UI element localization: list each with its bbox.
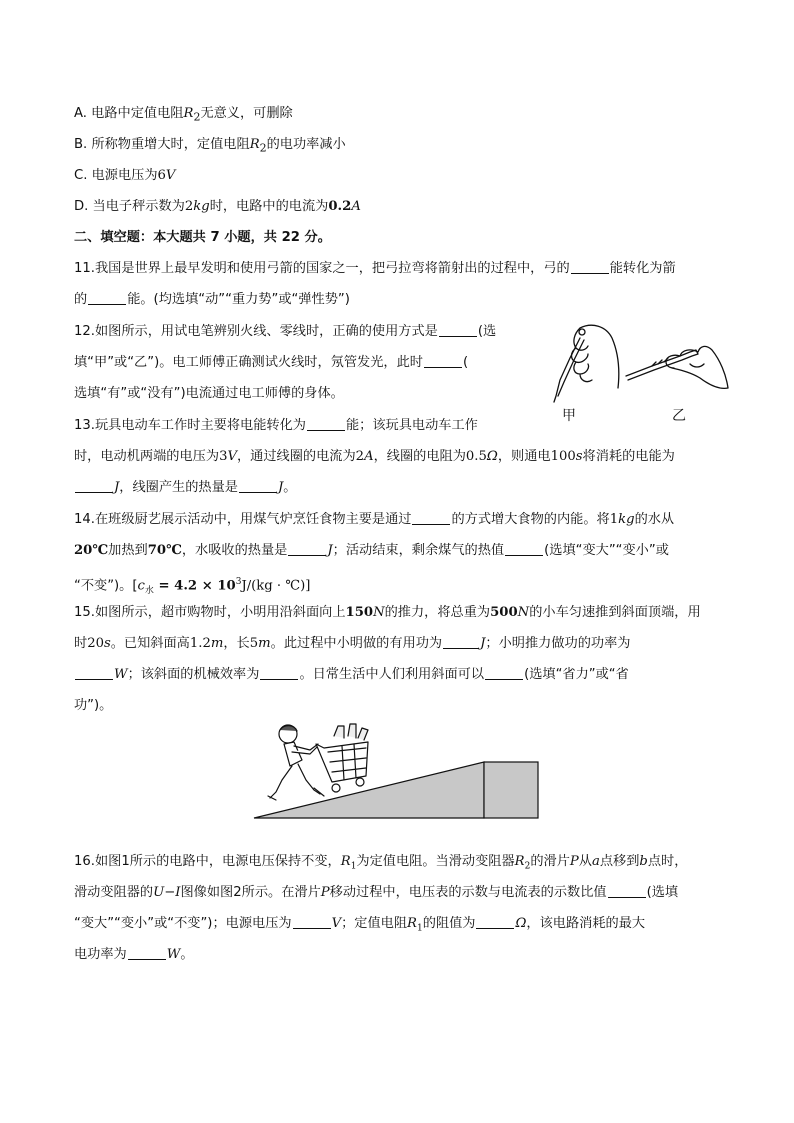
q16-line1: 16.如图1所示的电路中，电源电压保持不变，$R_1$为定值电阻。当滑动变阻器$R_2$的滑片P从a点移到b点时，: [74, 854, 688, 872]
answer-blank[interactable]: [424, 354, 462, 368]
answer-blank[interactable]: [608, 884, 646, 898]
fig-label-yi: 乙: [672, 408, 686, 424]
q15-line3: W；该斜面的机械效率为 。日常生活中人们利用斜面可以 (选填“省力”或“省: [74, 665, 629, 685]
q13-line1: 13.玩具电动车工作时主要将电能转化为 能；该玩具电动车工作: [74, 418, 478, 433]
answer-blank[interactable]: [439, 323, 477, 337]
answer-blank[interactable]: [288, 542, 326, 556]
q16-line4: 电功率为 W。: [74, 947, 194, 962]
q13-line2: 时，电动机两端的电压为3V，通过线圈的电流为2A，线圈的电阻为0.5Ω，则通电100s将消耗的电能为: [74, 449, 675, 464]
answer-blank[interactable]: [260, 666, 298, 680]
answer-blank[interactable]: [75, 479, 113, 493]
q11-line2: 的 能。(均选填“动”“重力势”或“弹性势”): [74, 292, 350, 307]
q12-line1: 12.如图所示，用试电笔辨别火线、零线时，正确的使用方式是 (选: [74, 324, 497, 339]
pen-jia-icon: [554, 338, 584, 402]
answer-blank[interactable]: [75, 666, 113, 680]
q12-line3: 选填“有”或“没有”)电流通过电工师傅的身体。: [74, 386, 344, 401]
answer-blank[interactable]: [307, 417, 345, 431]
answer-blank[interactable]: [505, 542, 543, 556]
option-d: D. 当电子秤示数为2kg时，电路中的电流为0.2A: [74, 199, 361, 214]
answer-blank[interactable]: [128, 946, 166, 960]
q15-line1: 15.如图所示，超市购物时，小明用沿斜面向上150N的推力，将总重为500N的小车匀速推到斜面顶端，用: [74, 605, 701, 620]
q16-line3: “变大”“变小”或“不变”)；电源电压为 V；定值电阻$R_1$的阻值为 Ω，该电路消耗的最大: [74, 916, 646, 934]
q16-line2: 滑动变阻器的U−I图像如图2所示。在滑片P移动过程中，电压表的示数与电流表的示数比值 (选填: [74, 885, 679, 900]
q14-line3: “不变”)。[$c_水 = 4.2 \times 10^3J/(kg$ · ℃)]: [74, 577, 311, 597]
section-heading: 二、填空题：本大题共 7 小题，共 22 分。: [74, 230, 331, 245]
incline-cart-figure: [252, 722, 540, 822]
pen-yi-icon: [626, 350, 698, 380]
answer-blank[interactable]: [412, 511, 450, 525]
fig-label-jia: 甲: [562, 408, 576, 424]
incline-top-block: [484, 762, 538, 818]
option-c: C. 电源电压为6V: [74, 168, 176, 183]
answer-blank[interactable]: [571, 260, 609, 274]
q13-line3: J，线圈产生的热量是 J。: [74, 478, 296, 498]
q14-line2: 20℃加热到70℃，水吸收的热量是 J；活动结束，剩余煤气的热值 (选填“变大”“变小”或: [74, 543, 669, 558]
answer-blank[interactable]: [485, 666, 523, 680]
q12-line2: 填“甲”或“乙”)。电工师傅正确测试火线时，氖管发光，此时 (: [74, 355, 469, 370]
q11-line1: 11.我国是世界上最早发明和使用弓箭的国家之一，把弓拉弯将箭射出的过程中，弓的 能转化为箭: [74, 261, 676, 276]
answer-blank[interactable]: [443, 635, 479, 649]
answer-blank[interactable]: [293, 915, 331, 929]
q14-line1: 14.在班级厨艺展示活动中，用煤气炉烹饪食物主要是通过 的方式增大食物的内能。将1kg的水从: [74, 512, 675, 527]
option-b: B. 所称物重增大时，定值电阻$R_2$的电功率减小: [74, 137, 346, 155]
option-a: A. 电路中定值电阻$R_2$无意义，可删除: [74, 106, 293, 124]
answer-blank[interactable]: [239, 479, 277, 493]
answer-blank[interactable]: [88, 291, 126, 305]
q15-line2: 时20s。已知斜面高1.2m，长5m。此过程中小明做的有用功为 J；小明推力做功的功率为: [74, 636, 631, 651]
test-pen-figure: [540, 318, 730, 412]
hand-jia-icon: [572, 325, 619, 388]
q15-line4: 功”)。: [74, 698, 113, 713]
answer-blank[interactable]: [476, 915, 514, 929]
